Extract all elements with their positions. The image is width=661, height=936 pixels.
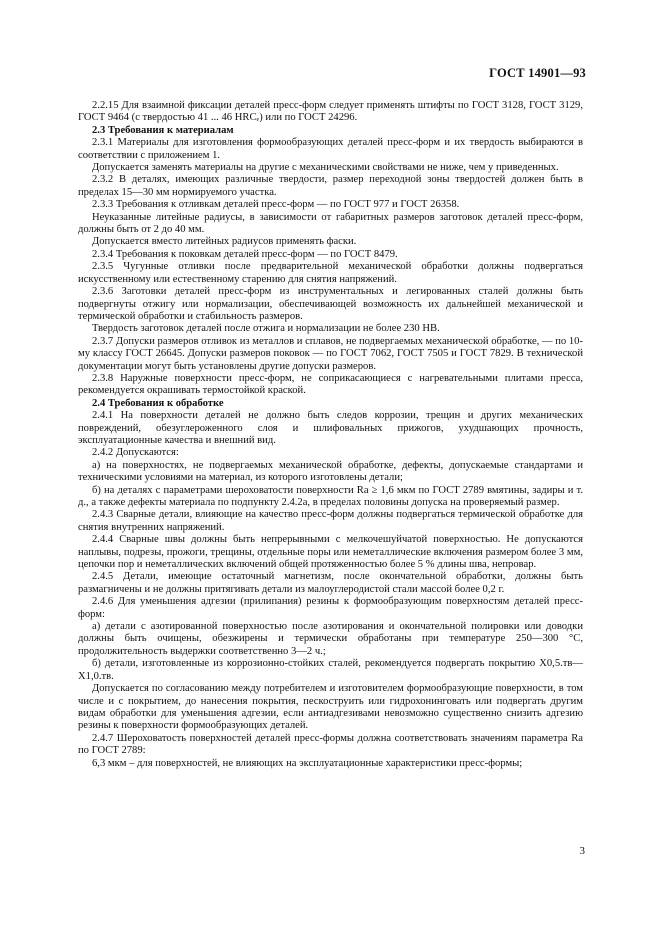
paragraph: б) на деталях с параметрами шероховатости поверхности Ra ≥ 1,6 мкм по ГОСТ 2789 вмятины, задиры и т. д., а также дефекты материала по подпункту 2.4.2а, в пределах половины допуска на проверяемый размер.: [78, 484, 583, 508]
paragraph: б) детали, изготовленные из коррозионно-стойких сталей, рекомендуется подвергать покрытию Х0,5.тв—Х1,0.тв.: [78, 658, 583, 682]
section-heading: 2.3 Требования к материалам: [92, 124, 234, 136]
paragraph: Допускается заменять материалы на другие с механическими свойствами не ниже, чем у приведенных.: [92, 162, 559, 174]
page-number: 3: [579, 845, 585, 857]
paragraph: 2.4.1 На поверхности деталей не должно быть следов коррозии, трещин и других механических повреждений, обезуглероженного слоя и шлифовальных прижогов, ухудшающих прочность, эксплуатационные качества и внешний вид.: [78, 410, 583, 446]
paragraph: 2.4.6 Для уменьшения адгезии (прилипания) резины к формообразующим поверхностям деталей пресс-форм:: [78, 596, 583, 620]
paragraph: 6,3 мкм – для поверхностей, не влияющих на эксплуатационные характеристики пресс-формы;: [92, 757, 523, 769]
paragraph: Твердость заготовок деталей после отжига и нормализации не более 230 HB.: [92, 323, 440, 335]
paragraph: 2.2.15 Для взаимной фиксации деталей пресс-форм следует применять штифты по ГОСТ 3128, ГОСТ 3129, ГОСТ 9464 (с твердостью 41 ... 46 HRCₑ) или по ГОСТ 24296.: [78, 100, 583, 124]
paragraph: 2.3.7 Допуски размеров отливок из металлов и сплавов, не подвергаемых механической обработке, — по 10-му классу ГОСТ 26645. Допуски размеров поковок — по ГОСТ 7062, ГОСТ 7505 и ГОСТ 7829. В технической документации могут быть установлены другие допуски размеров.: [78, 335, 583, 372]
paragraph: 2.3.5 Чугунные отливки после предварительной механической обработки должны подвергаться искусственному или естественному старению для снятия напряжений.: [78, 261, 583, 285]
paragraph: 2.4.7 Шероховатость поверхностей деталей пресс-формы должна соответствовать значениям параметра Ra по ГОСТ 2789:: [78, 732, 583, 757]
paragraph: а) на поверхностях, не подвергаемых механической обработке, дефекты, допускаемые стандартами и техническими условиями на материал, из которого изготовлены детали;: [78, 459, 583, 484]
paragraph: 2.4.2 Допускаются:: [92, 447, 179, 459]
paragraph: Неуказанные литейные радиусы, в зависимости от габаритных размеров заготовок деталей пресс-форм, должны быть от 2 до 40 мм.: [78, 211, 583, 236]
paragraph: 2.3.4 Требования к поковкам деталей пресс-форм — по ГОСТ 8479.: [92, 248, 398, 260]
paragraph: 2.3.2 В деталях, имеющих различные твердости, размер переходной зоны твердостей должен быть в пределах 15—30 мм нормируемого участка.: [78, 174, 583, 198]
document-body: [78, 100, 583, 770]
paragraph: 2.3.6 Заготовки деталей пресс-форм из инструментальных и легированных сталей должны быть подвергнуты отжигу или нормализации, обеспечивающей возможность их дальнейшей механической и термической обработки и стабильность размеров.: [78, 286, 583, 322]
paragraph: 2.4.3 Сварные детали, влияющие на качество пресс-форм должны подвергаться термической обработке для снятия внутренних напряжений.: [78, 509, 583, 533]
paragraph: Допускается вместо литейных радиусов применять фаски.: [92, 236, 357, 248]
paragraph: 2.3.3 Требования к отливкам деталей пресс-форм — по ГОСТ 977 и ГОСТ 26358.: [92, 199, 460, 211]
page-header: ГОСТ 14901—93: [489, 66, 586, 80]
section-heading: 2.4 Требования к обработке: [92, 397, 224, 409]
paragraph: 2.4.5 Детали, имеющие остаточный магнетизм, после окончательной обработки, должны быть размагничены и не должны притягивать детали из малоуглеродистой стали массой более 0,2 г.: [78, 571, 583, 595]
paragraph: а) детали с азотированной поверхностью после азотирования и окончательной полировки или доводки должны быть очищены, обезжирены и термически обработаны при температуре 250—300 °С, продолжительность выдержки соответственно 3—2 ч.;: [78, 621, 583, 657]
paragraph: 2.3.8 Наружные поверхности пресс-форм, не соприкасающиеся с нагревательными плитами пресса, рекомендуется окрашивать термостойкой краской.: [78, 372, 583, 397]
paragraph: 2.4.4 Сварные швы должны быть непрерывными с мелкочешуйчатой поверхностью. Не допускаются наплывы, подрезы, прожоги, трещины, отдельные поры или неметаллические включения размером более 3 мм, цепочки пор и неметаллических включений общей протяженностью более 5 % длины шва, непровар.: [78, 534, 583, 571]
paragraph: 2.3.1 Материалы для изготовления формообразующих деталей пресс-форм и их твердость выбираются в соответствии с приложением 1.: [78, 137, 583, 161]
paragraph: Допускается по согласованию между потребителем и изготовителем формообразующие поверхности, в том числе и с покрытием, до нанесения покрытия, пескоструить или гидрохонинговать или подвергать другим видам обработки для уменьшения адгезии, если антиадгезивами невозможно существенно снизить адгезию резины к поверхности формообразующих деталей.: [78, 683, 583, 732]
